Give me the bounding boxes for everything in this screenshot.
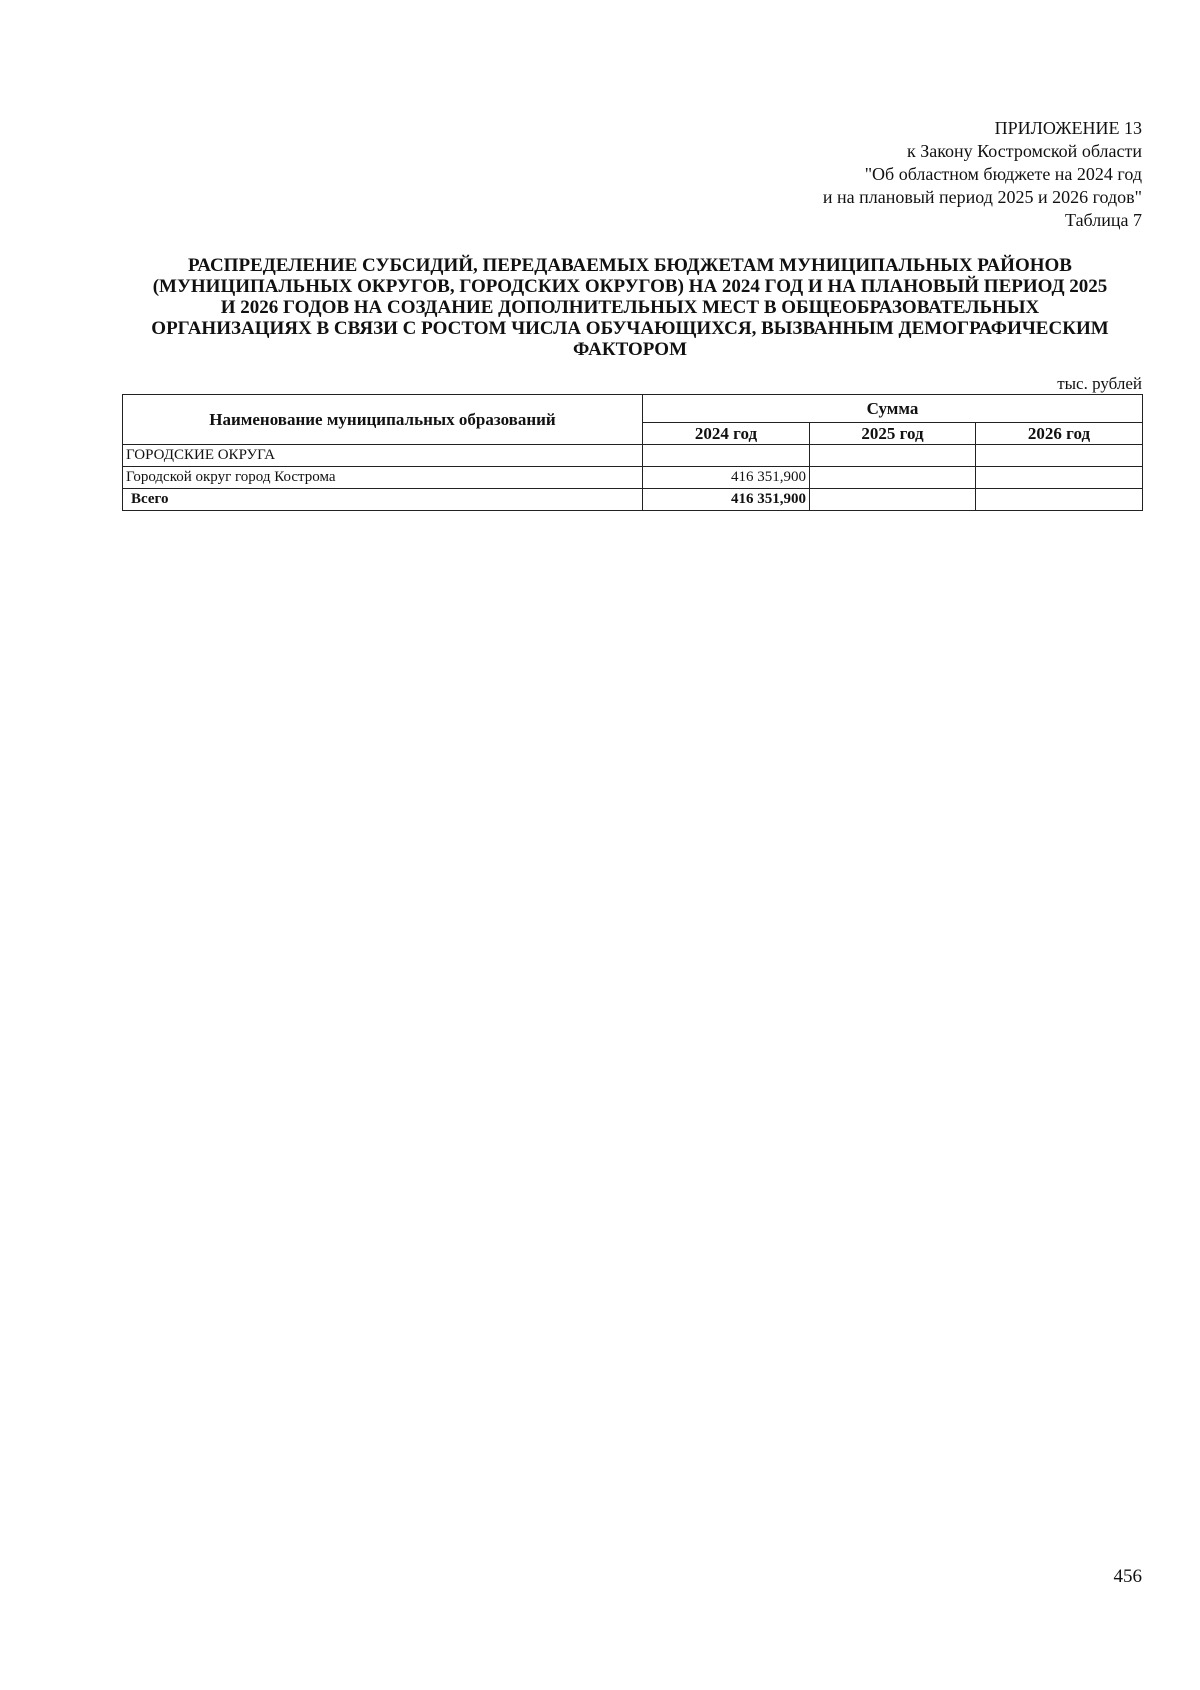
header-year-2026: 2026 год: [976, 423, 1143, 445]
row-2024: 416 351,900: [643, 467, 810, 489]
document-title: [110, 255, 1150, 360]
total-row: [123, 489, 1143, 511]
row-name: ГОРОДСКИЕ ОКРУГА: [123, 445, 643, 467]
appendix-line: и на плановый период 2025 и 2026 годов": [822, 187, 1142, 207]
total-label: Всего: [123, 489, 643, 511]
units-label: тыс. рублей: [1057, 374, 1142, 393]
appendix-line: ПРИЛОЖЕНИЕ 13: [994, 118, 1142, 138]
title-line: И 2026 ГОДОВ НА СОЗДАНИЕ ДОПОЛНИТЕЛЬНЫХ МЕСТ В ОБЩЕОБРАЗОВАТЕЛЬНЫХ: [220, 297, 1040, 318]
appendix-line: к Закону Костромской области: [906, 141, 1142, 161]
row-2025: [810, 445, 976, 467]
table-number: Таблица 7: [1065, 210, 1142, 230]
row-2026: [976, 445, 1143, 467]
table-row: [123, 467, 1143, 489]
table-row: [123, 445, 1143, 467]
row-name: Городской округ город Кострома: [123, 467, 643, 489]
header-year-2025: 2025 год: [810, 423, 976, 445]
page-number: 456: [1113, 1566, 1142, 1587]
table-header-row: [123, 395, 1143, 423]
row-2026: [976, 467, 1143, 489]
row-2024: [643, 445, 810, 467]
title-line: ФАКТОРОМ: [572, 339, 688, 360]
appendix-line: "Об областном бюджете на 2024 год: [864, 164, 1142, 184]
total-2026: [976, 489, 1143, 511]
header-name: Наименование муниципальных образований: [123, 395, 643, 445]
title-line: (МУНИЦИПАЛЬНЫХ ОКРУГОВ, ГОРОДСКИХ ОКРУГОВ) НА 2024 ГОД И НА ПЛАНОВЫЙ ПЕРИОД 2025: [152, 276, 1108, 297]
subsidy-table: [122, 394, 1143, 511]
total-2024: 416 351,900: [643, 489, 810, 511]
title-line: РАСПРЕДЕЛЕНИЕ СУБСИДИЙ, ПЕРЕДАВАЕМЫХ БЮДЖЕТАМ МУНИЦИПАЛЬНЫХ РАЙОНОВ: [188, 255, 1072, 276]
header-year-2024: 2024 год: [643, 423, 810, 445]
header-sum: Сумма: [643, 395, 1143, 423]
row-2025: [810, 467, 976, 489]
appendix-header: [823, 117, 1142, 232]
total-2025: [810, 489, 976, 511]
title-line: ОРГАНИЗАЦИЯХ В СВЯЗИ С РОСТОМ ЧИСЛА ОБУЧАЮЩИХСЯ, ВЫЗВАННЫМ ДЕМОГРАФИЧЕСКИМ: [151, 318, 1109, 339]
